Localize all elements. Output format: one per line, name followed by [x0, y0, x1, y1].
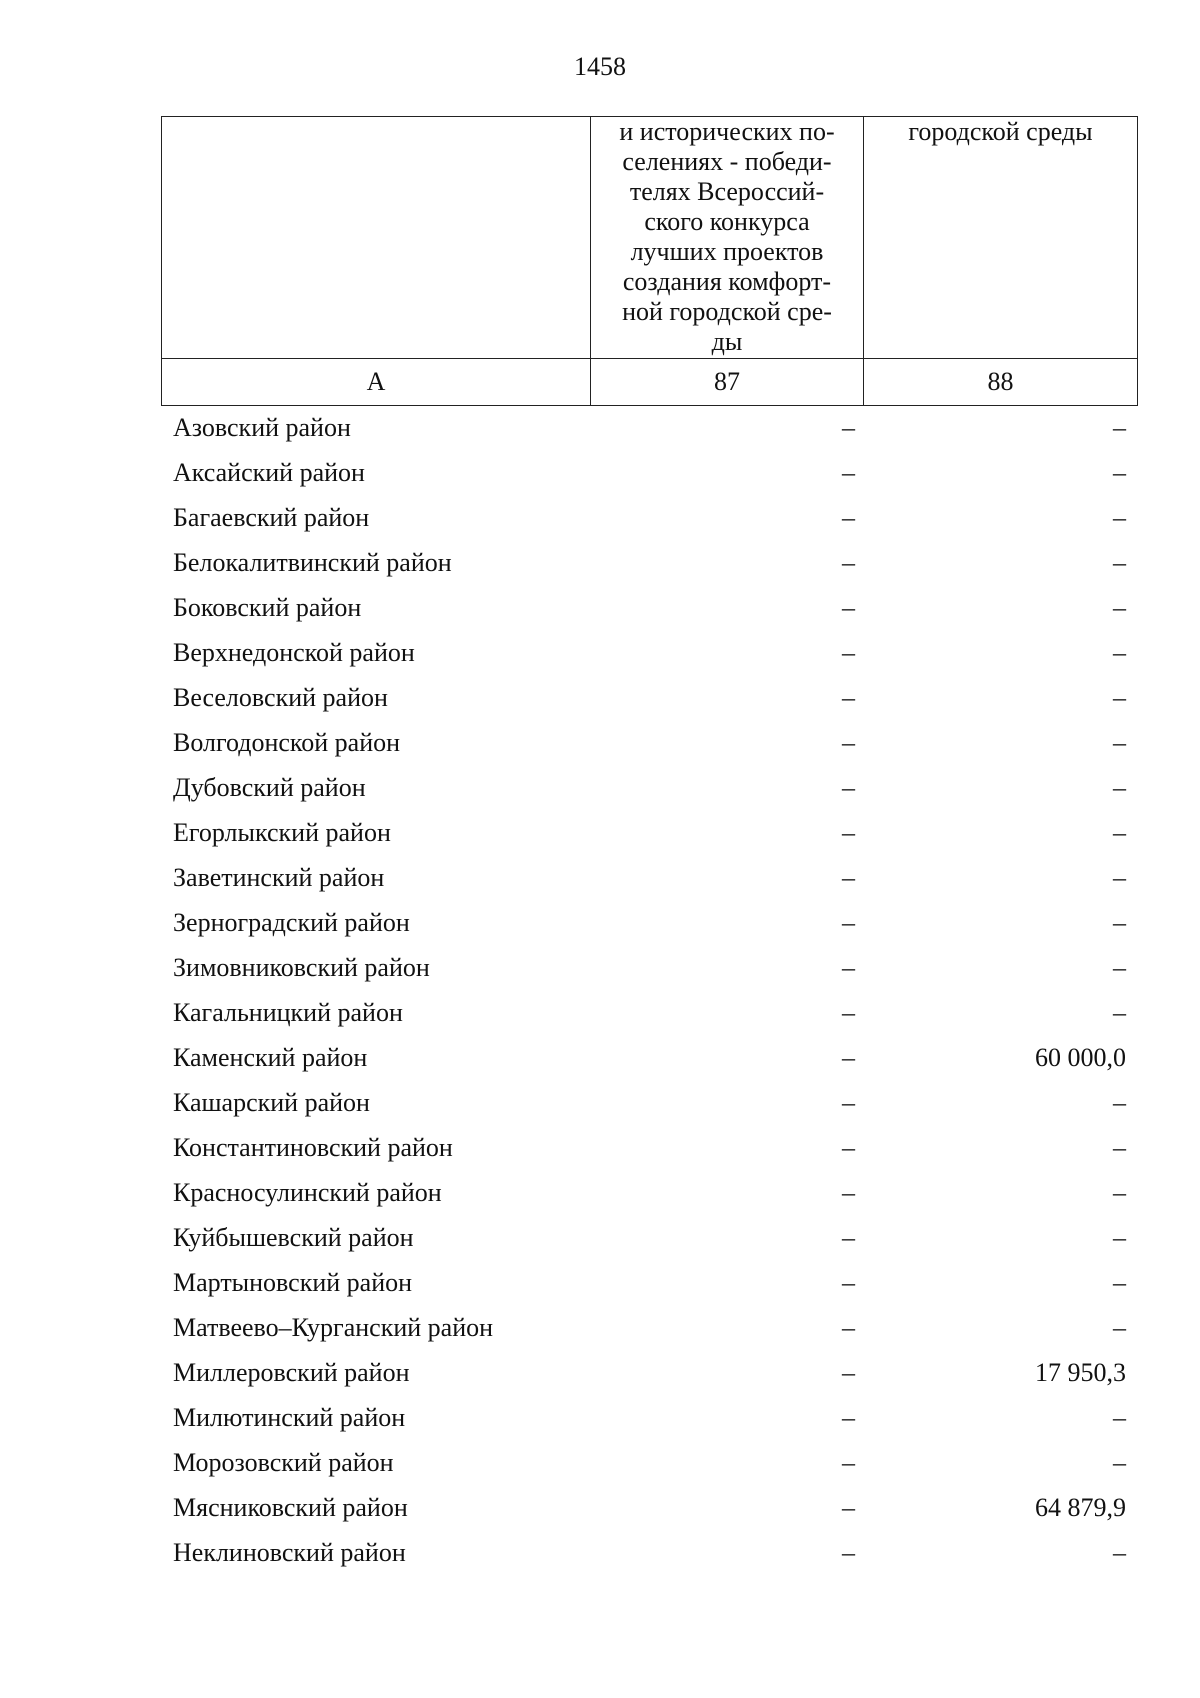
district-name: Каменский район — [173, 1043, 368, 1072]
table-row — [0, 1350, 1200, 1395]
table-row — [0, 630, 1200, 675]
value-col-87: – — [842, 1448, 855, 1477]
district-name: Константиновский район — [173, 1133, 453, 1162]
value-col-88: – — [1113, 1313, 1126, 1342]
value-col-87: – — [842, 548, 855, 577]
value-col-87: – — [842, 953, 855, 982]
value-col-88: – — [1113, 1538, 1126, 1567]
value-col-87: – — [842, 908, 855, 937]
value-col-87: – — [842, 458, 855, 487]
table-row — [0, 810, 1200, 855]
table-row — [0, 1080, 1200, 1125]
header-cell-col-a — [162, 117, 591, 359]
value-col-88: 17 950,3 — [1035, 1358, 1126, 1387]
value-col-88: – — [1113, 773, 1126, 802]
value-col-88: – — [1113, 1448, 1126, 1477]
table-row — [0, 720, 1200, 765]
table-row — [0, 450, 1200, 495]
table-row — [0, 1170, 1200, 1215]
district-name: Морозовский район — [173, 1448, 394, 1477]
value-col-88: – — [1113, 548, 1126, 577]
table-row — [0, 1125, 1200, 1170]
value-col-87: – — [842, 998, 855, 1027]
table-row — [0, 945, 1200, 990]
district-name: Веселовский район — [173, 683, 388, 712]
table-body — [0, 405, 1200, 1575]
table-row — [0, 585, 1200, 630]
value-col-88: – — [1113, 593, 1126, 622]
district-name: Боковский район — [173, 593, 362, 622]
value-col-87: – — [842, 503, 855, 532]
page-number: 1458 — [574, 52, 626, 81]
table-row — [0, 1395, 1200, 1440]
table-row — [0, 495, 1200, 540]
value-col-87: – — [842, 1403, 855, 1432]
value-col-87: – — [842, 1178, 855, 1207]
value-col-88: – — [1113, 908, 1126, 937]
value-col-87: – — [842, 413, 855, 442]
district-name: Красносулинский район — [173, 1178, 442, 1207]
district-name: Белокалитвинский район — [173, 548, 452, 577]
district-name: Мясниковский район — [173, 1493, 408, 1522]
district-name: Неклиновский район — [173, 1538, 406, 1567]
value-col-87: – — [842, 1538, 855, 1567]
table-row — [0, 1035, 1200, 1080]
value-col-87: – — [842, 1313, 855, 1342]
value-col-87: – — [842, 728, 855, 757]
table-row — [0, 405, 1200, 450]
value-col-88: – — [1113, 1088, 1126, 1117]
value-col-88: – — [1113, 503, 1126, 532]
value-col-88: – — [1113, 1223, 1126, 1252]
table-row — [0, 540, 1200, 585]
value-col-87: – — [842, 593, 855, 622]
district-name: Азовский район — [173, 413, 351, 442]
table-row — [0, 900, 1200, 945]
header-col-87-text: и исторических по- селениях - победи- телях Всероссий- ского конкурса лучших проектов создания комфорт- ной городской сре- ды — [619, 117, 835, 356]
value-col-88: – — [1113, 458, 1126, 487]
value-col-87: – — [842, 1493, 855, 1522]
value-col-87: – — [842, 863, 855, 892]
table-row — [0, 1485, 1200, 1530]
district-name: Заветинский район — [173, 863, 385, 892]
table-row — [0, 765, 1200, 810]
table-row — [0, 1215, 1200, 1260]
value-col-88: – — [1113, 413, 1126, 442]
value-col-88: – — [1113, 683, 1126, 712]
district-name: Зерноградский район — [173, 908, 410, 937]
district-name: Мартыновский район — [173, 1268, 413, 1297]
table-row — [0, 855, 1200, 900]
value-col-88: – — [1113, 863, 1126, 892]
column-number-88: 88 — [864, 359, 1138, 406]
table-row — [0, 990, 1200, 1035]
value-col-88: – — [1113, 1403, 1126, 1432]
value-col-88: – — [1113, 998, 1126, 1027]
table-row — [0, 675, 1200, 720]
district-name: Кагальницкий район — [173, 998, 403, 1027]
value-col-87: – — [842, 683, 855, 712]
value-col-87: – — [842, 1268, 855, 1297]
value-col-88: – — [1113, 728, 1126, 757]
value-col-88: – — [1113, 1178, 1126, 1207]
district-name: Волгодонской район — [173, 728, 401, 757]
value-col-87: – — [842, 1043, 855, 1072]
district-name: Зимовниковский район — [173, 953, 430, 982]
district-name: Аксайский район — [173, 458, 365, 487]
district-name: Милютинский район — [173, 1403, 406, 1432]
district-name: Матвеево–Курганский район — [173, 1313, 494, 1342]
district-name: Верхнедонской район — [173, 638, 415, 667]
table-row — [0, 1260, 1200, 1305]
value-col-88: – — [1113, 1268, 1126, 1297]
value-col-88: – — [1113, 638, 1126, 667]
value-col-87: – — [842, 1088, 855, 1117]
table-header — [161, 116, 1138, 406]
value-col-87: – — [842, 773, 855, 802]
value-col-87: – — [842, 818, 855, 847]
table-row — [0, 1530, 1200, 1575]
header-cell-col-88 — [864, 117, 1138, 359]
value-col-87: – — [842, 1358, 855, 1387]
header-cell-col-87 — [591, 117, 864, 359]
value-col-87: – — [842, 1133, 855, 1162]
value-col-88: – — [1113, 953, 1126, 982]
header-col-88-text: городской среды — [908, 117, 1093, 146]
value-col-87: – — [842, 638, 855, 667]
table-row — [0, 1305, 1200, 1350]
district-name: Дубовский район — [173, 773, 366, 802]
district-name: Кашарский район — [173, 1088, 370, 1117]
value-col-87: – — [842, 1223, 855, 1252]
column-number-a: А — [162, 359, 591, 406]
district-name: Миллеровский район — [173, 1358, 410, 1387]
district-name: Егорлыкский район — [173, 818, 391, 847]
value-col-88: 60 000,0 — [1035, 1043, 1126, 1072]
value-col-88: – — [1113, 1133, 1126, 1162]
value-col-88: 64 879,9 — [1035, 1493, 1126, 1522]
district-name: Багаевский район — [173, 503, 370, 532]
value-col-88: – — [1113, 818, 1126, 847]
column-number-87: 87 — [591, 359, 864, 406]
district-name: Куйбышевский район — [173, 1223, 414, 1252]
table-row — [0, 1440, 1200, 1485]
